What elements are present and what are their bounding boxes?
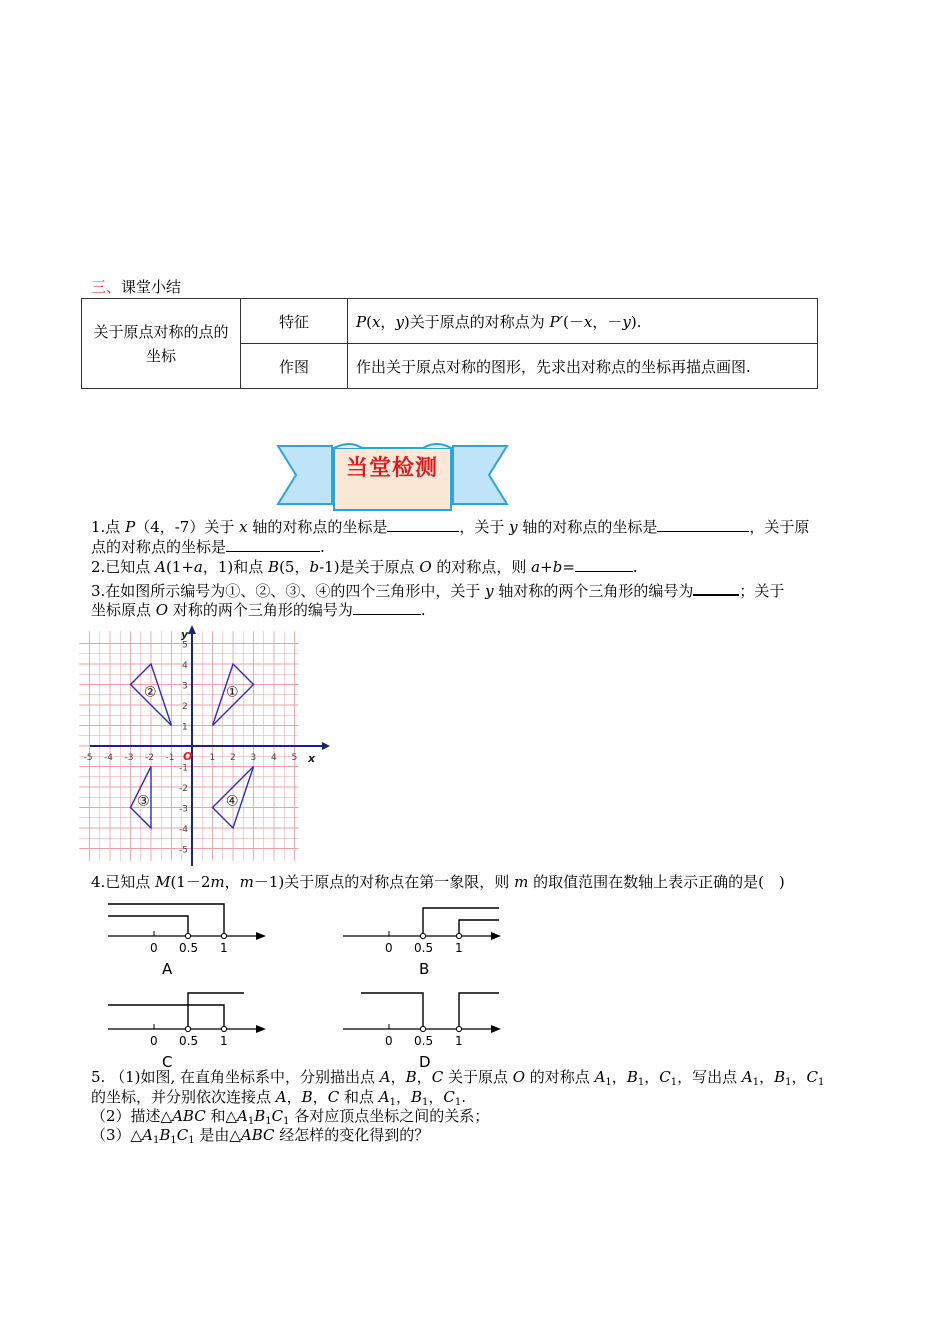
answer-blank[interactable] [693, 580, 739, 596]
solution-ray [459, 993, 499, 1029]
answer-blank[interactable] [387, 517, 459, 532]
y-tick-label: 4 [182, 661, 188, 671]
drawing-value: 作出关于原点对称的图形，先求出对称点的坐标再描点画图. [348, 344, 818, 389]
answer-blank[interactable] [226, 537, 320, 552]
option-label: C [162, 1053, 173, 1071]
open-point [420, 933, 425, 938]
open-point [185, 1026, 190, 1031]
banner-title: 当堂检测 [345, 456, 438, 481]
x-tick-label: 4 [271, 753, 277, 763]
tick-label: 0.5 [179, 1034, 199, 1048]
tick-label: 0 [385, 1034, 393, 1048]
number-line-arrow [491, 932, 501, 940]
tick-label: 0.5 [179, 941, 199, 955]
y-tick-label: 3 [182, 681, 188, 692]
number-line-options [96, 896, 516, 1071]
coordinate-grid-figure [83, 622, 336, 868]
solution-ray [188, 993, 244, 1029]
question-3-line-1: 3.在如图所示编号为①、②、③、④的四个三角形中，关于 y 轴对称的两个三角形的编号为 ；关于 [91, 582, 785, 600]
answer-blank[interactable] [575, 557, 633, 572]
question-5-line-4: $(3)\triangle A_1B_1C_1$ 是由△ABC 经怎样的变化得到的？ [91, 1126, 430, 1146]
tick-label: 1 [220, 1034, 228, 1048]
number-line-option-c [108, 993, 266, 1071]
number-line-option-d [343, 993, 501, 1071]
triangle-label: ④ [226, 793, 239, 810]
number-line-option-a [108, 904, 266, 978]
x-axis-label: x [308, 752, 316, 765]
question-1-line-1: 1.点 P（4，-7）关于 x 轴的对称点的坐标是 ，关于 y 轴的对称点的坐标是 ，关于原 [91, 518, 810, 536]
solution-ray [423, 908, 499, 936]
tick-label: 0 [385, 941, 393, 955]
drawing-label: 作图 [241, 344, 348, 389]
y-tick-label: -1 [179, 763, 188, 774]
number-line-arrow [256, 1025, 266, 1033]
feature-label: 特征 [241, 299, 348, 344]
open-point [456, 933, 461, 938]
answer-blank[interactable] [657, 517, 749, 532]
section-title [91, 276, 181, 297]
tick-label: 0 [150, 1034, 158, 1048]
y-tick-label: -2 [179, 784, 188, 794]
number-line-option-b [343, 908, 501, 978]
y-tick-label: -4 [179, 825, 188, 835]
x-tick-label: 5 [291, 753, 298, 763]
option-label: D [419, 1053, 431, 1071]
triangle-label: ① [226, 684, 239, 701]
solution-ray [361, 993, 423, 1029]
x-axis-arrow [322, 742, 330, 750]
summary-table [81, 298, 818, 389]
solution-ray [108, 1005, 224, 1029]
option-label: A [162, 960, 173, 978]
x-tick-label: -5 [83, 753, 93, 763]
summary-head: 关于原点对称的点的坐标 [82, 299, 241, 389]
open-point [456, 1026, 461, 1031]
tick-label: 0 [150, 941, 158, 955]
x-tick-label: 2 [230, 753, 236, 763]
tick-label: 0.5 [414, 941, 434, 955]
y-tick-label: -3 [179, 804, 188, 815]
x-tick-label: 1 [209, 753, 216, 763]
feature-value: P(x，y)关于原点的对称点为 P′(－x，－y). [348, 299, 818, 344]
solution-ray [108, 904, 224, 936]
section-label: 课堂小结 [121, 278, 182, 296]
y-axis-arrow [188, 625, 196, 634]
y-tick-label: 2 [182, 702, 188, 712]
x-tick-label: -3 [124, 753, 134, 763]
option-label: B [419, 960, 430, 978]
y-tick-label: 5 [182, 640, 188, 651]
question-4: 4.已知点 M(1－2m，m－1)关于原点的对称点在第一象限，则 m 的取值范围在数轴上表示正确的是( ) [91, 873, 785, 891]
solution-ray [108, 916, 188, 936]
question-5-line-1: 5. （1)如图, 在直角坐标系中，分别描出点 A，B，C 关于原点 O 的对称点 $A_1$，$B_1$，$C_1$，写出点 $A_1$，$B_1$，$C_1$ [91, 1068, 825, 1088]
y-axis-label: y [181, 628, 189, 641]
x-tick-label: -4 [104, 753, 113, 763]
number-line-arrow [491, 1025, 501, 1033]
tick-label: 1 [455, 941, 463, 955]
y-tick-label: 1 [182, 722, 188, 733]
triangle-label: ③ [137, 793, 150, 810]
answer-blank[interactable] [353, 600, 421, 615]
tick-label: 1 [220, 941, 228, 955]
question-5-line-3: （2）描述△ABC 和$\triangle A_1B_1C_1$ 各对应顶点坐标之间的关系； [91, 1107, 490, 1127]
y-tick-label: -5 [179, 845, 188, 856]
open-point [221, 1026, 226, 1031]
x-tick-label: -1 [165, 753, 175, 763]
open-point [420, 1026, 425, 1031]
question-3-line-2: 坐标原点 O 对称的两个三角形的编号为 . [91, 601, 426, 619]
tick-label: 1 [455, 1034, 463, 1048]
number-line-arrow [256, 932, 266, 940]
triangle-label: ② [144, 684, 157, 701]
open-point [185, 933, 190, 938]
section-number: 三、 [91, 278, 122, 296]
x-tick-label: 3 [250, 753, 257, 763]
question-5-line-2: 的坐标，并分别依次连接点 A，B，C 和点 $A_1$，$B_1$，$C_1$. [91, 1088, 467, 1108]
x-tick-label: -2 [145, 753, 154, 763]
origin-label: O [183, 750, 193, 763]
question-2: 2.已知点 A(1+a，1)和点 B(5，b-1)是关于原点 O 的对称点，则 a+b= . [91, 558, 638, 576]
open-point [221, 933, 226, 938]
tick-label: 0.5 [414, 1034, 434, 1048]
question-1-line-2: 点的对称点的坐标是 . [91, 538, 325, 556]
